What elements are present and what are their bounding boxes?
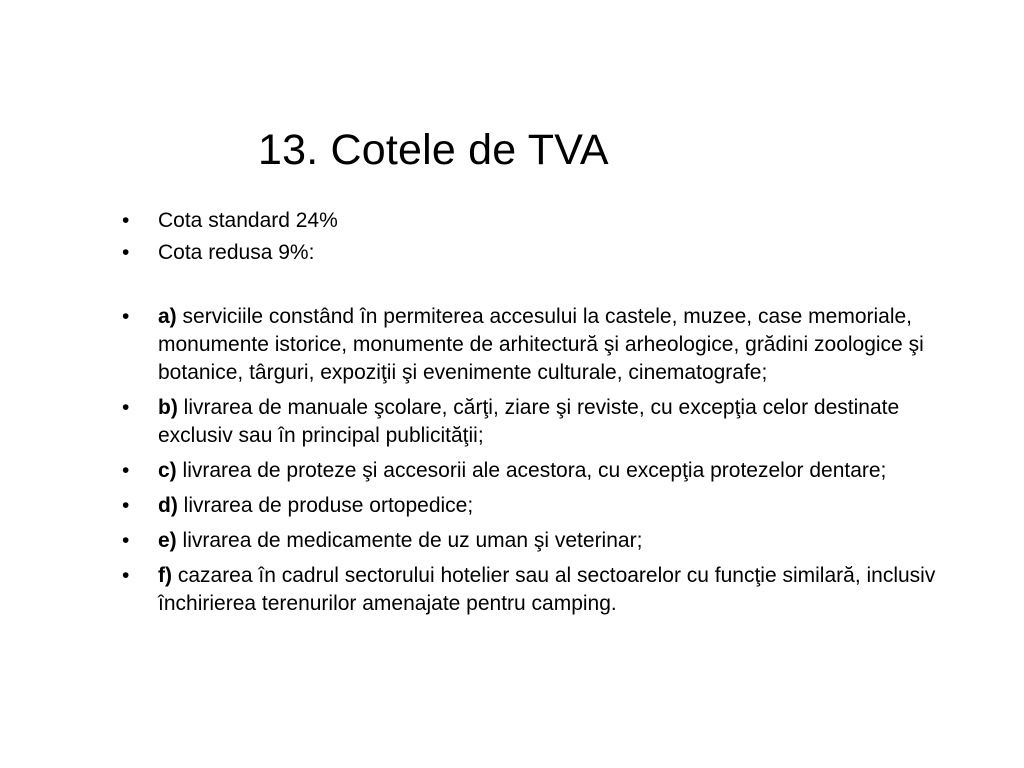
list-item-reduced-rate: [118, 239, 978, 267]
list-item-c: [118, 457, 978, 485]
bullet-icon: •: [122, 209, 130, 232]
list-item-b: [118, 394, 978, 450]
item-text: livrarea de manuale şcolare, cărţi, ziare şi reviste, cu excepţia celor destinate exclusiv sau în principal publicităţii;: [158, 396, 900, 447]
item-letter: e): [158, 529, 177, 552]
item-text: serviciile constând în permiterea accesului la castele, muzee, case memoriale, monumente istorice, monumente de arhitectură şi arheologice, grădini zoologice şi botanice, târguri, expoziţii şi evenimente culturale, cinematografe;: [158, 305, 924, 384]
list-item-a: [118, 303, 978, 387]
list-item-f: [118, 562, 978, 618]
item-letter: c): [158, 459, 177, 482]
list-item-standard-rate: [118, 207, 978, 235]
item-letter: f): [158, 564, 172, 587]
bullet-icon: •: [122, 396, 130, 419]
bullet-list: [118, 207, 978, 618]
list-item-d: [118, 492, 978, 520]
item-text: cazarea în cadrul sectorului hotelier sau al sectoarelor cu funcţie similară, inclusiv închirierea terenurilor amenajate pentru camping.: [158, 564, 936, 615]
standard-rate-text: Cota standard 24%: [158, 209, 338, 232]
item-text: livrarea de medicamente de uz uman şi veterinar;: [176, 529, 643, 552]
item-text: livrarea de proteze şi accesorii ale acestora, cu excepţia protezelor dentare;: [176, 459, 887, 482]
list-item-e: [118, 527, 978, 555]
item-letter: a): [158, 305, 177, 328]
bullet-icon: •: [122, 305, 130, 328]
slide-title: 13. Cotele de TVA: [258, 126, 609, 174]
item-letter: d): [158, 494, 178, 517]
item-letter: b): [158, 396, 178, 419]
bullet-icon: •: [122, 459, 130, 482]
bullet-icon: •: [122, 241, 130, 264]
item-text: livrarea de produse ortopedice;: [177, 494, 474, 517]
bullet-icon: •: [122, 529, 130, 552]
bullet-icon: •: [122, 564, 130, 587]
bullet-icon: •: [122, 494, 130, 517]
reduced-rate-text: Cota redusa 9%:: [158, 241, 315, 264]
